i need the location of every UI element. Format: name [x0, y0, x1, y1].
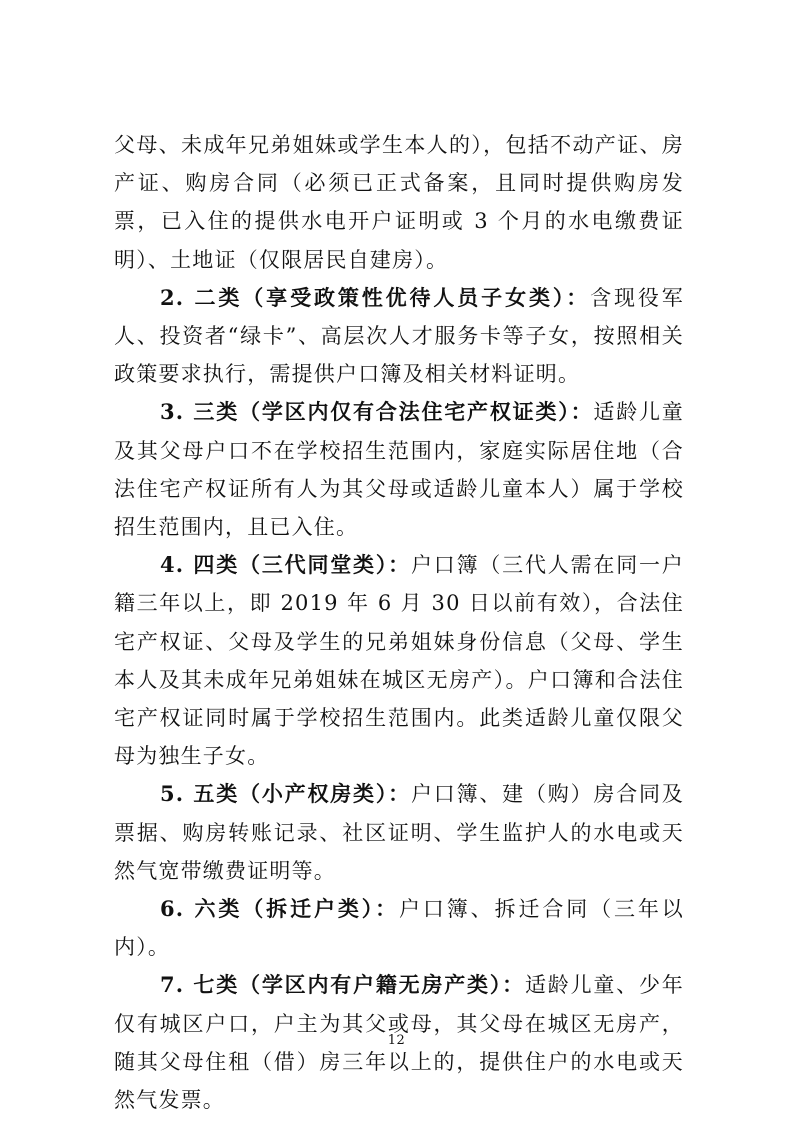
category-heading: 4. 四类（三代同堂类）：	[160, 552, 411, 578]
paragraph-category-2	[114, 279, 684, 394]
category-heading: 2. 二类（享受政策性优待人员子女类）：	[160, 284, 591, 310]
page-number: 12	[387, 1033, 406, 1048]
document-body	[114, 126, 684, 1119]
paragraph-text: 父母、未成年兄弟姐妹或学生本人的），包括不动产证、房产证、购房合同（必须已正式备案，且同时提供购房发票，已入住的提供水电开户证明或 3 个月的水电缴费证明）、土地证（仅限居民自建房）。	[114, 133, 684, 272]
paragraph-text: 适龄儿童、少年仅有城区户口，户主为其父或母，其父母在城区无房产，随其父母住租（借）房三年以上的，提供住户的水电或天然气发票。	[114, 973, 684, 1113]
paragraph-text: 户口簿、建（购）房合同及票据、购房转账记录、社区证明、学生监护人的水电或天然气宽带缴费证明等。	[114, 782, 684, 883]
paragraph-text: 户口簿（三代人需在同一户籍三年以上，即 2019 年 6 月 30 日以前有效），合法住宅产权证、父母及学生的兄弟姐妹身份信息（父母、学生本人及其未成年兄弟姐妹在城区无房产）。户口簿和合法住宅产权证同时属于学校招生范围内。此类适龄儿童仅限父母为独生子女。	[114, 553, 684, 769]
paragraph-text: 含现役军人、投资者“绿卡”、高层次人才服务卡等子女，按照相关政策要求执行，需提供户口簿及相关材料证明。	[114, 285, 684, 387]
paragraph-continuation	[114, 126, 684, 279]
category-heading: 3. 三类（学区内仅有合法住宅产权证类）：	[160, 399, 594, 425]
category-heading: 6. 六类（拆迁户类）：	[160, 896, 400, 922]
paragraph-category-5	[114, 775, 684, 890]
paragraph-text: 户口簿、拆迁合同（三年以内）。	[114, 897, 684, 960]
category-heading: 5. 五类（小产权房类）：	[160, 781, 411, 807]
paragraph-category-3	[114, 393, 684, 546]
category-heading: 7. 七类（学区内有户籍无房产类）：	[160, 972, 525, 998]
paragraph-text: 适龄儿童及其父母户口不在学校招生范围内，家庭实际居住地（合法住宅产权证所有人为其父母或适龄儿童本人）属于学校招生范围内，且已入住。	[114, 400, 684, 540]
paragraph-category-4	[114, 546, 684, 775]
paragraph-category-6	[114, 890, 684, 966]
